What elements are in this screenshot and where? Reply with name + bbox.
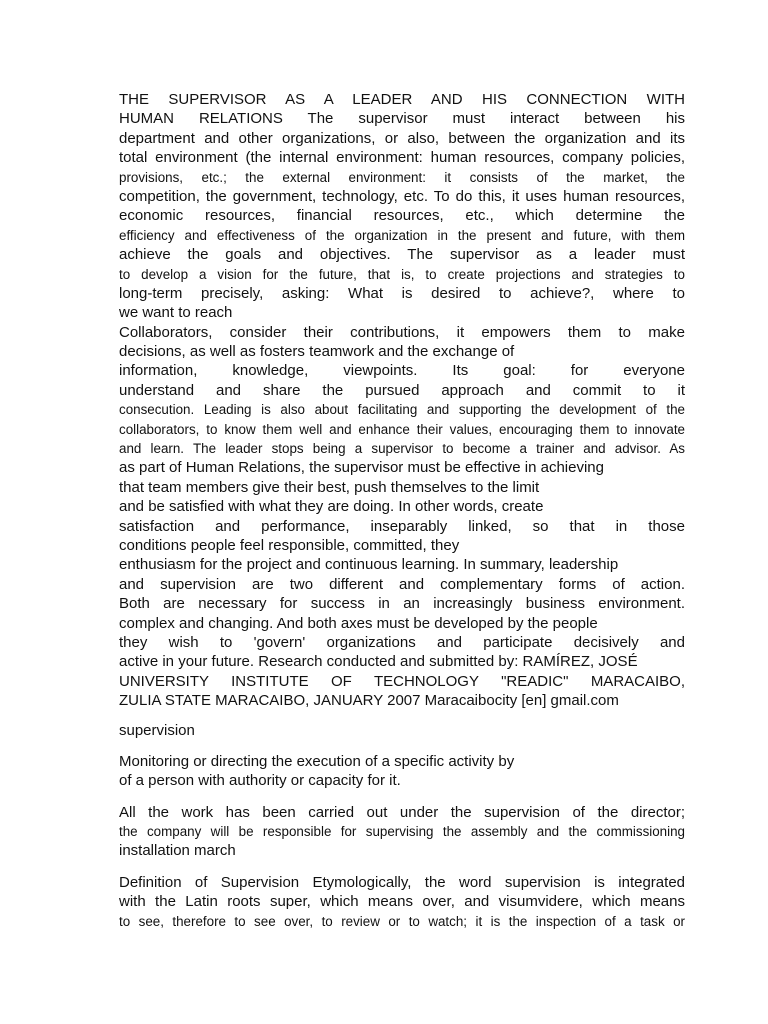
example-line: All the work has been carried out under the supervision of the director;	[119, 803, 685, 821]
article-line: they wish to 'govern' organizations and participate decisively and	[119, 633, 685, 651]
etymology-line: with the Latin roots super, which means over, and visumvidere, which means	[119, 893, 685, 911]
article-line: satisfaction and performance, inseparably linked, so that in those	[119, 517, 685, 535]
article-line: total environment (the internal environment: human resources, company policies,	[119, 149, 685, 167]
article-line: efficiency and effectiveness of the organization in the present and future, with them	[119, 227, 685, 243]
term-text: supervision	[119, 721, 195, 739]
article-line: active in your future. Research conducted and submitted by: RAMÍREZ, JOSÉ	[119, 653, 638, 671]
article-line: ZULIA STATE MARACAIBO, JANUARY 2007 Maracaibocity [en] gmail.com	[119, 692, 619, 710]
article-line: Both are necessary for success in an increasingly business environment.	[119, 595, 685, 613]
article-line: economic resources, financial resources, etc., which determine the	[119, 207, 685, 225]
article-line: achieve the goals and objectives. The supervisor as a leader must	[119, 246, 685, 264]
article-line: as part of Human Relations, the supervisor must be effective in achieving	[119, 459, 604, 477]
definition-paragraph	[119, 752, 685, 791]
term-heading	[119, 721, 685, 740]
example-paragraph	[119, 803, 685, 861]
article-line: and be satisfied with what they are doing. In other words, create	[119, 498, 544, 516]
example-line: the company will be responsible for supervising the assembly and the commissioning	[119, 824, 685, 840]
article-line: UNIVERSITY INSTITUTE OF TECHNOLOGY "READIC" MARACAIBO,	[119, 672, 685, 690]
article-line: decisions, as well as fosters teamwork and the exchange of	[119, 343, 515, 361]
article-line: provisions, etc.; the external environment: it consists of the market, the	[119, 169, 685, 185]
article-line: understand and share the pursued approach and commit to it	[119, 381, 685, 399]
article-line: to develop a vision for the future, that is, to create projections and strategies to	[119, 266, 685, 282]
definition-line: of a person with authority or capacity for it.	[119, 772, 401, 790]
article-line: enthusiasm for the project and continuous learning. In summary, leadership	[119, 556, 619, 574]
article-line: THE SUPERVISOR AS A LEADER AND HIS CONNECTION WITH	[119, 91, 685, 108]
definition-line: Monitoring or directing the execution of a specific activity by	[119, 752, 515, 770]
article-line: complex and changing. And both axes must be developed by the people	[119, 614, 598, 632]
article-line: long-term precisely, asking: What is desired to achieve?, where to	[119, 284, 685, 302]
article-body	[119, 90, 685, 711]
article-line: HUMAN RELATIONS The supervisor must interact between his	[119, 110, 685, 128]
article-line: conditions people feel responsible, committed, they	[119, 536, 460, 554]
article-line: Collaborators, consider their contributions, it empowers them to make	[119, 323, 685, 341]
etymology-line: to see, therefore to see over, to review or to watch; it is the inspection of a task or	[119, 913, 685, 929]
article-line: and supervision are two different and complementary forms of action.	[119, 575, 685, 593]
etymology-paragraph	[119, 873, 685, 931]
article-line: that team members give their best, push themselves to the limit	[119, 478, 540, 496]
article-line: information, knowledge, viewpoints. Its goal: for everyone	[119, 362, 685, 380]
article-line: department and other organizations, or also, between the organization and its	[119, 129, 685, 147]
etymology-line: Definition of Supervision Etymologically, the word supervision is integrated	[119, 873, 685, 891]
example-line: installation march	[119, 842, 236, 860]
article-line: and learn. The leader stops being a supervisor to become a trainer and advisor. As	[119, 441, 685, 457]
article-line: competition, the government, technology, etc. To do this, it uses human resources,	[119, 187, 685, 205]
article-line: consecution. Leading is also about facilitating and supporting the development of the	[119, 402, 685, 418]
article-line: collaborators, to know them well and enhance their values, encouraging them to innovate	[119, 421, 685, 437]
article-line: we want to reach	[119, 304, 233, 322]
document-page	[119, 90, 685, 931]
